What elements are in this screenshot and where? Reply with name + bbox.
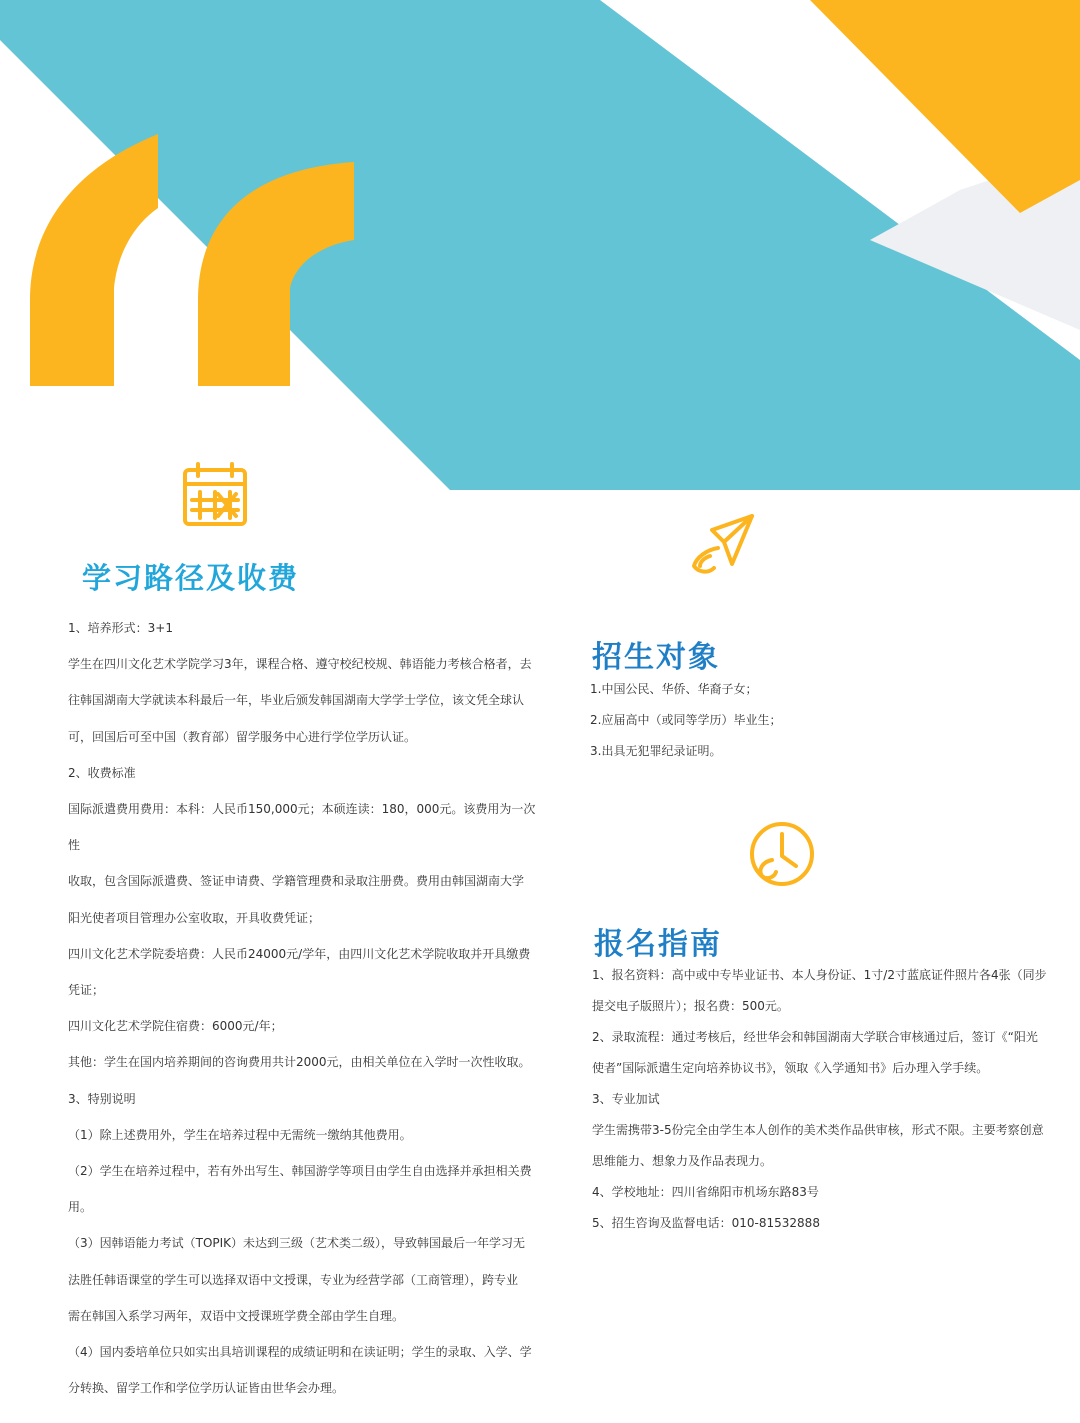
study-line: 法胜任韩语课堂的学生可以选择双语中文授课，专业为经营学部（工商管理），跨专业 (68, 1272, 519, 1287)
study-line: 学生在四川文化艺术学院学习3年，课程合格、遵守校纪校规、韩语能力考核合格者，去 (68, 657, 532, 672)
guide-line: 5、招生咨询及监督电话：010-81532888 (592, 1216, 820, 1230)
study-line: 四川文化艺术学院委培费：人民币24000元/学年，由四川文化艺术学院收取并开具缴费 (68, 946, 531, 961)
study-line: 阳光使者项目管理办公室收取，开具收费凭证； (68, 910, 321, 925)
targets-line: 1.中国公民、华侨、华裔子女； (590, 682, 758, 696)
study-line: （1）除上述费用外，学生在培养过程中无需统一缴纳其他费用。 (68, 1127, 412, 1142)
study-line: 1、培养形式：3+1 (68, 621, 173, 635)
section-title-guide: 报名指南 (594, 927, 722, 962)
paper-plane-icon (688, 512, 756, 578)
guide-line: 4、学校地址：四川省绵阳市机场东路83号 (592, 1185, 819, 1199)
study-line: 分转换、留学工作和学位学历认证皆由世华会办理。 (68, 1381, 345, 1396)
targets-body (590, 674, 1060, 767)
guide-line: 学生需携带3-5份完全由学生本人创作的美术类作品供审核，形式不限。主要考察创意 (592, 1123, 1044, 1137)
calendar-icon (182, 462, 248, 528)
study-line: 四川文化艺术学院住宿费：6000元/年； (68, 1019, 283, 1034)
study-line: 国际派遣费用费用：本科：人民币150,000元；本硕连读：180，000元。该费用为一次性 (68, 802, 536, 853)
study-line: 往韩国湖南大学就读本科最后一年，毕业后颁发韩国湖南大学学士学位，该文凭全球认 (68, 693, 525, 708)
study-line: 收取，包含国际派遣费、签证申请费、学籍管理费和录取注册费。费用由韩国湖南大学 (68, 874, 525, 889)
guide-line: 1、报名资料：高中或中专毕业证书、本人身份证、1寸/2寸蓝底证件照片各4张（同步 (592, 968, 1047, 982)
study-line: （3）因韩语能力考试（TOPIK）未达到三级（艺术类二级），导致韩国最后一年学习无 (68, 1236, 526, 1251)
guide-line: 2、录取流程：通过考核后，经世华会和韩国湖南大学联合审核通过后，签订《“阳光 (592, 1030, 1038, 1044)
study-line: （2）学生在培养过程中，若有外出写生、韩国游学等项目由学生自由选择并承担相关费 (68, 1164, 532, 1179)
guide-line: 3、专业加试 (592, 1092, 660, 1106)
guide-line: 思维能力、想象力及作品表现力。 (592, 1154, 773, 1168)
section-title-targets: 招生对象 (592, 640, 720, 675)
study-body (68, 610, 540, 1406)
guide-line: 使者”国际派遣生定向培养协议书》，领取《入学通知书》后办理入学手续。 (592, 1061, 989, 1075)
section-title-study: 学习路径及收费 (82, 561, 300, 595)
study-line: 其他：学生在国内培养期间的咨询费用共计2000元，由相关单位在入学时一次性收取。 (68, 1055, 531, 1070)
study-line: 可，回国后可至中国（教育部）留学服务中心进行学位学历认证。 (68, 729, 417, 744)
guide-line: 提交电子版照片）；报名费：500元。 (592, 999, 789, 1013)
study-line: 3、特别说明 (68, 1091, 136, 1106)
study-line: 2、收费标准 (68, 765, 136, 780)
guide-body (592, 960, 1062, 1239)
clock-icon (748, 820, 816, 888)
study-line: 需在韩国入系学习两年，双语中文授课班学费全部由学生自理。 (68, 1308, 405, 1323)
study-line: 凭证； (68, 983, 105, 998)
targets-line: 3.出具无犯罪纪录证明。 (590, 744, 722, 758)
study-line: （4）国内委培单位只如实出具培训课程的成绩证明和在读证明；学生的录取、入学、学 (68, 1345, 532, 1360)
targets-line: 2.应届高中（或同等学历）毕业生； (590, 713, 782, 727)
study-line: 用。 (68, 1200, 93, 1215)
